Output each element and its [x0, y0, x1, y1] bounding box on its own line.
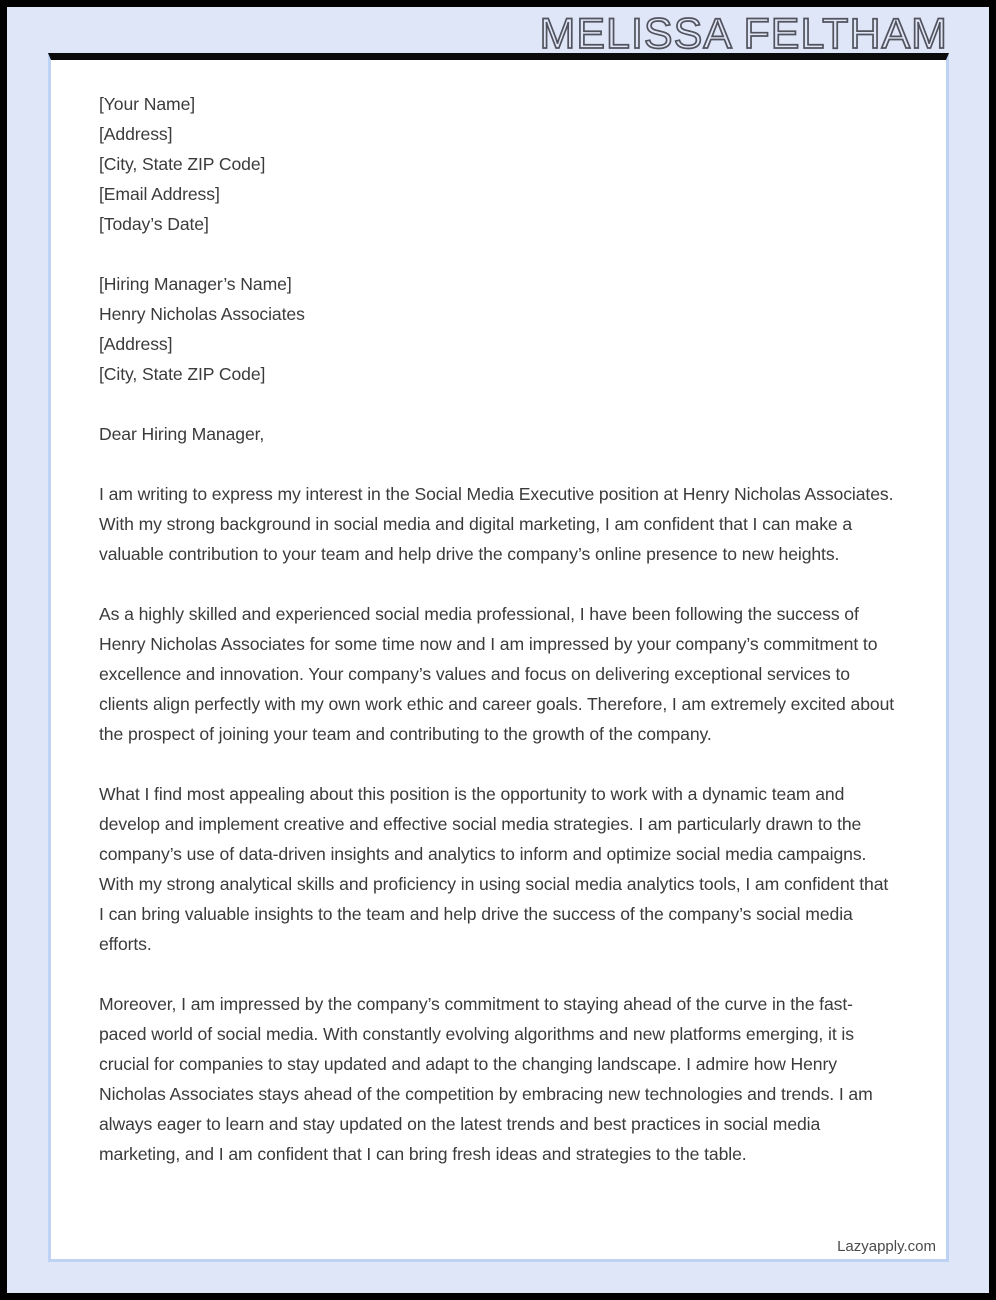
recipient-name-line: [Hiring Manager’s Name] [99, 274, 292, 294]
candidate-name-heading: MELISSA FELTHAM [539, 10, 948, 58]
sender-name-line: [Your Name] [99, 94, 196, 114]
sender-date-line: [Today’s Date] [99, 214, 209, 234]
sender-email-line: [Email Address] [99, 184, 220, 204]
sender-block [99, 89, 897, 239]
letter-sheet [48, 53, 949, 1262]
recipient-company-line: Henry Nicholas Associates [99, 304, 305, 324]
paragraph-role-appeal: What I find most appealing about this position is the opportunity to work with a dynamic team and develop and implement creative and effective social media strategies. I am particularly drawn to the company’s use of data-driven insights and analytics to inform and optimize social media campaigns. With my strong analytical skills and proficiency in using social media analytics tools, I am confident that I can bring valuable insights to the team and help drive the success of the company’s social media efforts. [99, 784, 889, 954]
letter-body [51, 60, 949, 1169]
paragraph-intro: I am writing to express my interest in the Social Media Executive position at Henry Nicholas Associates. With my strong background in social media and digital marketing, I am confident that I can make a valuable contribution to your team and help drive the company’s online presence to new heights. [99, 484, 894, 564]
sender-address-line: [Address] [99, 124, 173, 144]
recipient-address-line: [Address] [99, 334, 173, 354]
paragraph-company-fit: As a highly skilled and experienced social media professional, I have been following the success of Henry Nicholas Associates for some time now and I am impressed by your company’s commitment to excellence and innovation. Your company’s values and focus on delivering exceptional services to clients align perfectly with my own work ethic and career goals. Therefore, I am extremely excited about the prospect of joining your team and contributing to the growth of the company. [99, 604, 895, 744]
page-header [7, 11, 948, 57]
sender-city-line: [City, State ZIP Code] [99, 154, 266, 174]
recipient-block [99, 269, 897, 389]
salutation: Dear Hiring Manager, [99, 424, 265, 444]
paragraph-industry-trends: Moreover, I am impressed by the company’s commitment to staying ahead of the curve in the fast-paced world of social media. With constantly evolving algorithms and new platforms emerging, it is crucial for companies to stay updated and adapt to the changing landscape. I admire how Henry Nicholas Associates stays ahead of the competition by embracing new technologies and trends. I am always eager to learn and stay updated on the latest trends and best practices in social media marketing, and I am confident that I can bring fresh ideas and strategies to the table. [99, 994, 873, 1164]
recipient-city-line: [City, State ZIP Code] [99, 364, 266, 384]
lazyapply-watermark-link[interactable]: Lazyapply.com [831, 1237, 936, 1257]
